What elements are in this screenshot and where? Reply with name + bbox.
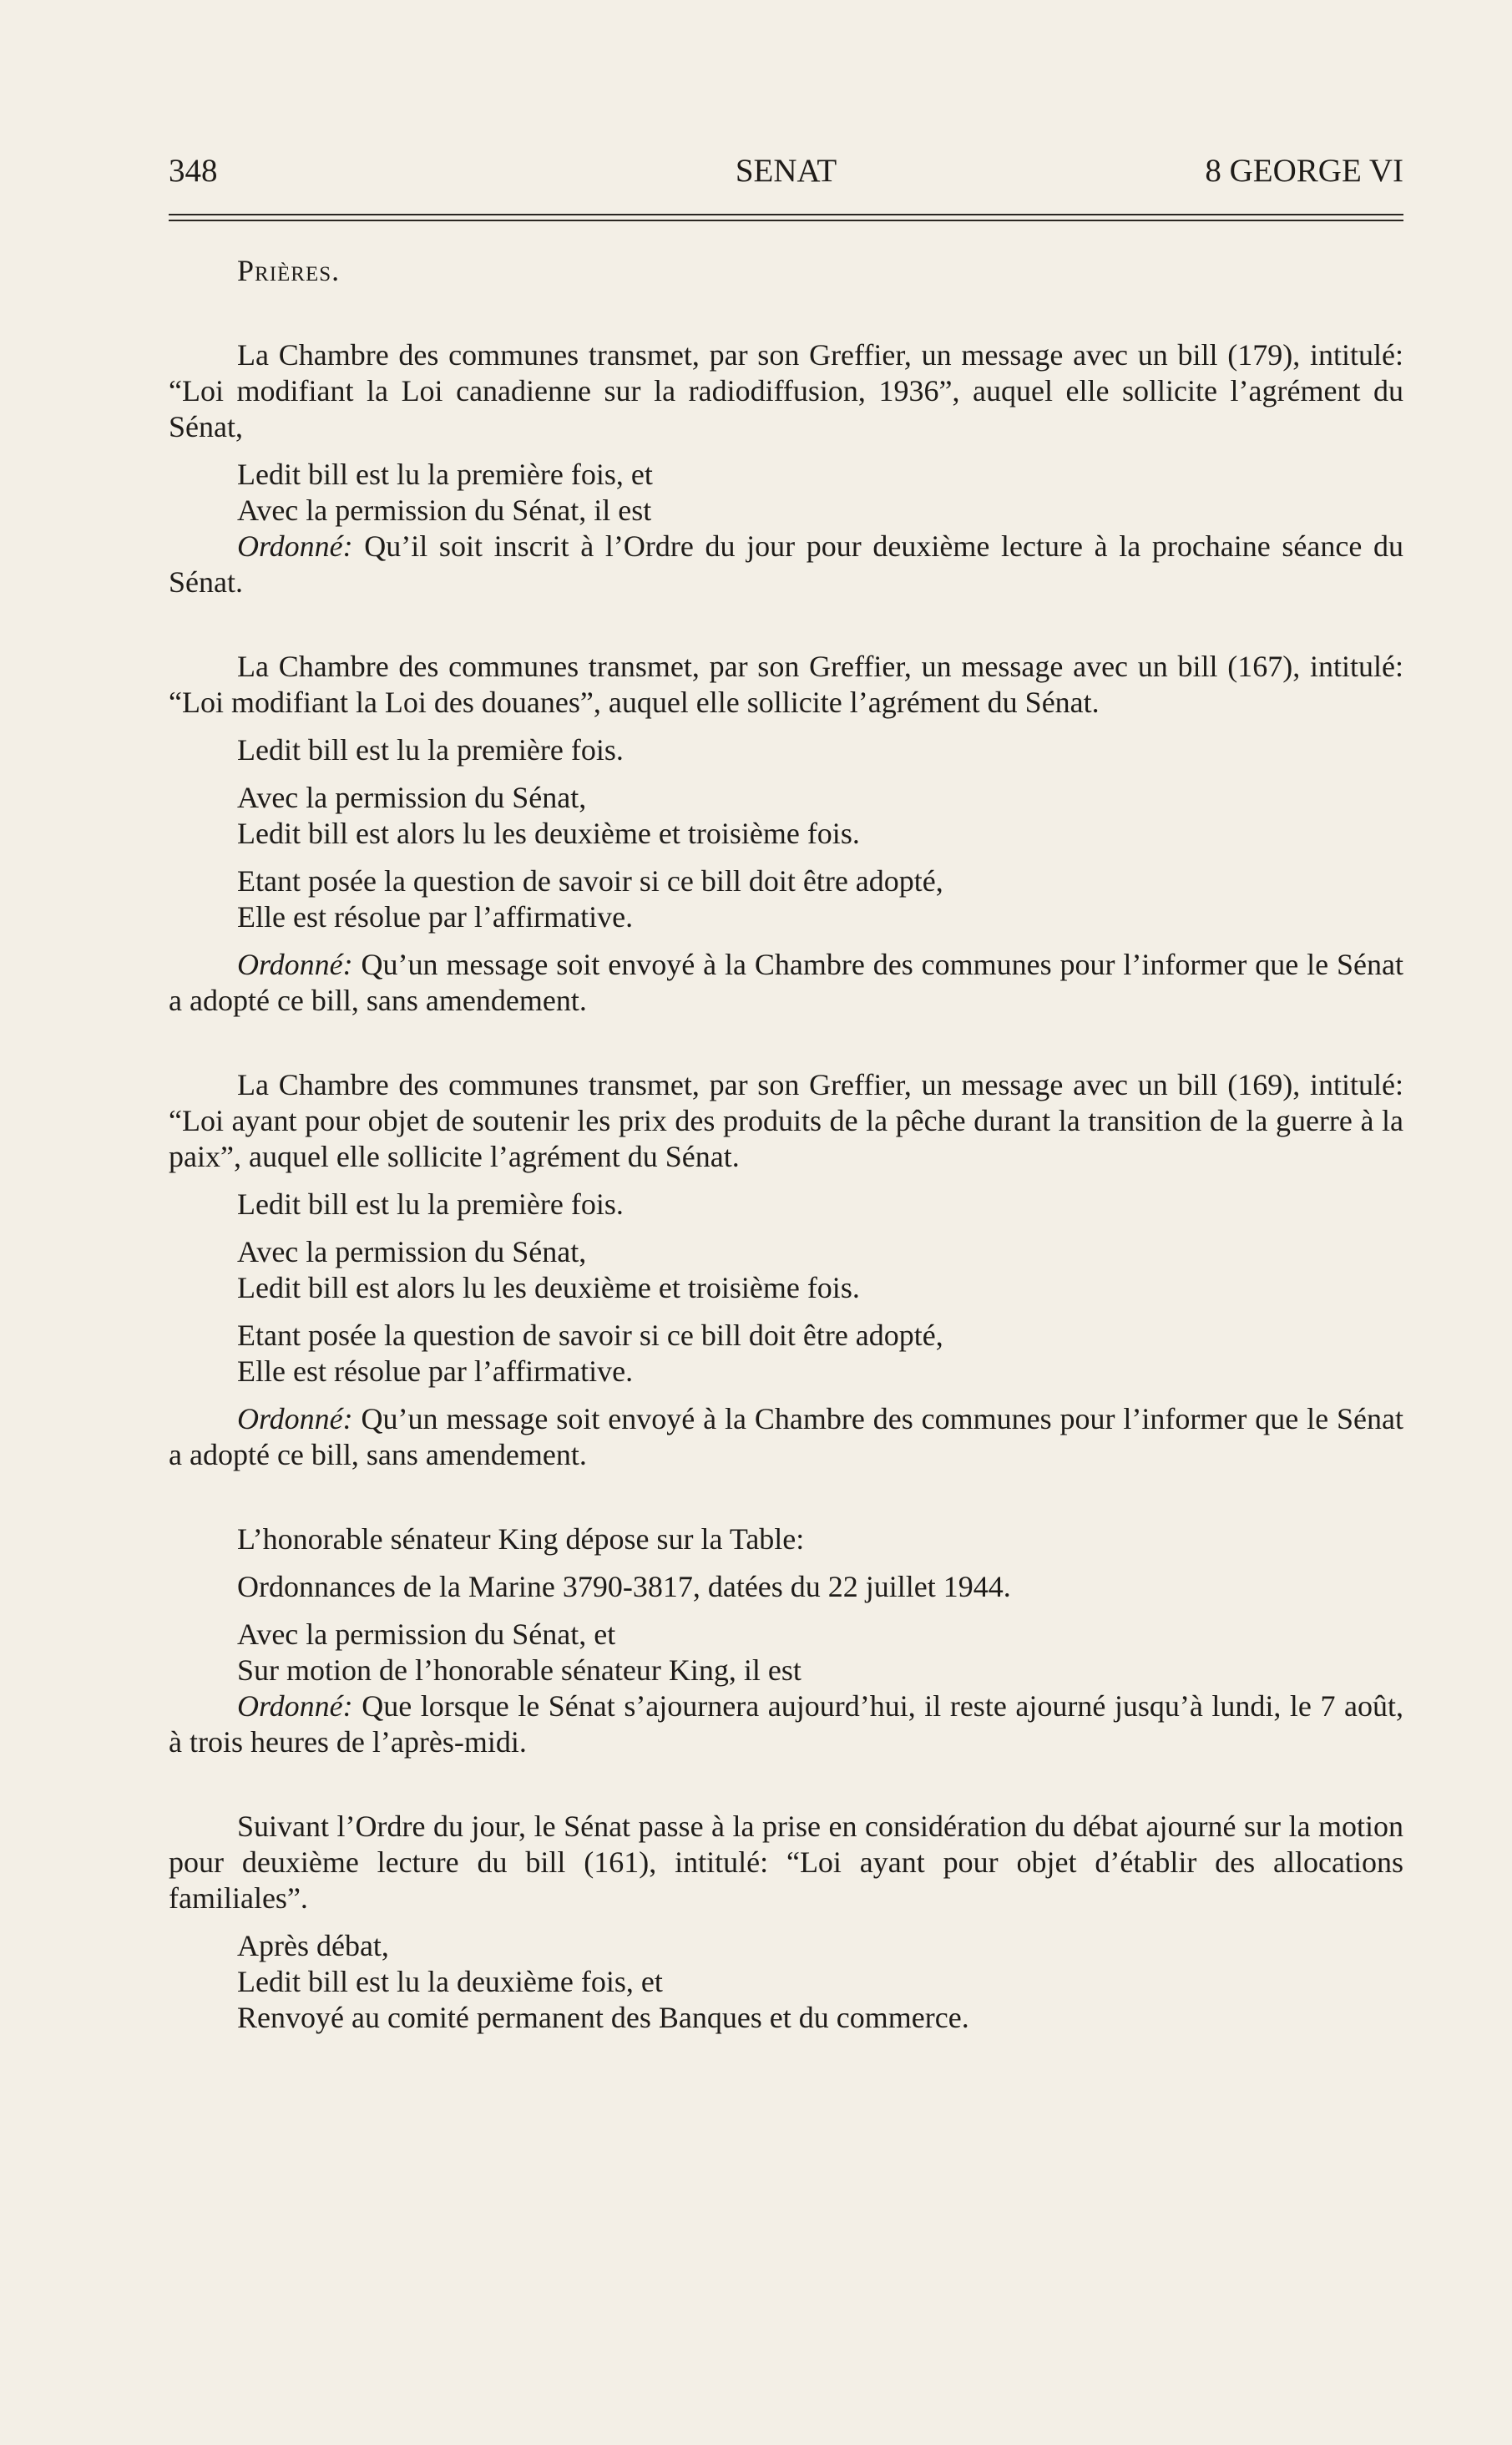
permission-line: Avec la permission du Sénat, et — [237, 1617, 616, 1651]
page-number: 348 — [169, 153, 218, 189]
header-rule-top — [169, 214, 1403, 215]
first-reading-line: Ledit bill est lu la première fois. — [237, 733, 624, 767]
order-of-day-paragraph: Suivant l’Ordre du jour, le Sénat passe à la prise en considération du débat ajourné sur la motion pour deuxième lecture du bill (161), intitulé: “Loi ayant pour objet d’établir des allocations familiales”. — [169, 1810, 1403, 1915]
message-paragraph: La Chambre des communes transmet, par son Greffier, un message avec un bill (167), intitulé: “Loi modifiant la Loi des douanes”, auquel elle sollicite l’agrément du Sénat. — [169, 650, 1403, 719]
tabled-document: Ordonnances de la Marine 3790-3817, datées du 22 juillet 1944. — [237, 1570, 1011, 1603]
header-rule-bottom — [169, 220, 1403, 221]
message-paragraph: La Chambre des communes transmet, par son Greffier, un message avec un bill (179), intitulé: “Loi modifiant la Loi canadienne sur la radiodiffusion, 1936”, auquel elle sollicite l’agrément du Sénat, — [169, 338, 1403, 443]
question-line: Etant posée la question de savoir si ce bill doit être adopté, — [237, 1319, 943, 1352]
running-title: SENAT — [735, 153, 837, 189]
ordered-label: Ordonné: — [237, 529, 353, 563]
resolution-line: Elle est résolue par l’affirmative. — [237, 900, 634, 934]
ordered-text: Qu’un message soit envoyé à la Chambre des communes pour l’informer que le Sénat a adopté ce bill, sans amendement. — [169, 1402, 1403, 1471]
permission-line: Avec la permission du Sénat, — [237, 781, 587, 814]
regnal-year: 8 GEORGE VI — [1205, 153, 1403, 189]
question-line: Etant posée la question de savoir si ce bill doit être adopté, — [237, 864, 943, 898]
resolution-line: Elle est résolue par l’affirmative. — [237, 1354, 634, 1388]
ordered-text: Qu’il soit inscrit à l’Ordre du jour pour deuxième lecture à la prochaine séance du Sénat. — [169, 529, 1403, 599]
readings-line: Ledit bill est alors lu les deuxième et troisième fois. — [237, 1271, 860, 1304]
first-reading-line: Ledit bill est lu la première fois, et — [237, 458, 653, 491]
ordered-label: Ordonné: — [237, 948, 353, 981]
second-reading-line: Ledit bill est lu la deuxième fois, et — [237, 1965, 663, 1998]
order-paragraph — [169, 1401, 1403, 1473]
referral-line: Renvoyé au comité permanent des Banques et du commerce. — [237, 2001, 969, 2034]
message-paragraph: La Chambre des communes transmet, par son Greffier, un message avec un bill (169), intitulé: “Loi ayant pour objet de soutenir les prix des produits de la pêche durant la transition de la guerre à la paix”, auquel elle sollicite l’agrément du Sénat. — [169, 1068, 1403, 1173]
order-paragraph — [169, 1688, 1403, 1760]
order-paragraph — [169, 529, 1403, 600]
ordered-label: Ordonné: — [237, 1402, 353, 1435]
permission-line: Avec la permission du Sénat, il est — [237, 494, 652, 527]
debate-line: Après débat, — [237, 1929, 389, 1962]
ordered-text: Qu’un message soit envoyé à la Chambre des communes pour l’informer que le Sénat a adopté ce bill, sans amendement. — [169, 948, 1403, 1017]
order-paragraph — [169, 947, 1403, 1019]
prayers-heading: Prières. — [237, 254, 341, 287]
running-head — [169, 150, 1403, 192]
ordered-text: Que lorsque le Sénat s’ajournera aujourd’hui, il reste ajourné jusqu’à lundi, le 7 août, à trois heures de l’après-midi. — [169, 1689, 1403, 1759]
motion-line: Sur motion de l’honorable sénateur King, il est — [237, 1653, 802, 1687]
ordered-label: Ordonné: — [237, 1689, 353, 1723]
journal-body — [169, 253, 1403, 2036]
permission-line: Avec la permission du Sénat, — [237, 1235, 587, 1268]
tabling-line: L’honorable sénateur King dépose sur la Table: — [237, 1522, 805, 1556]
readings-line: Ledit bill est alors lu les deuxième et troisième fois. — [237, 817, 860, 850]
first-reading-line: Ledit bill est lu la première fois. — [237, 1187, 624, 1221]
